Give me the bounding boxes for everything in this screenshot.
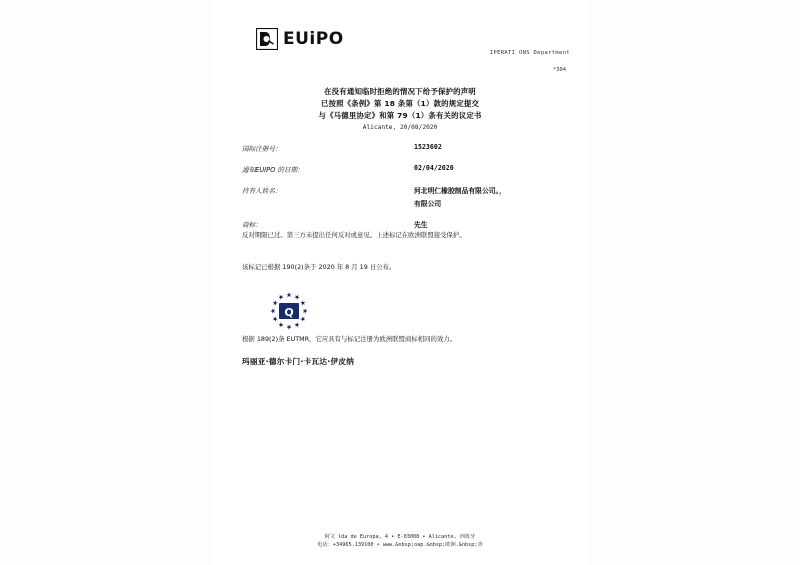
paragraph-publication: 该标记已根据 190(2)条于 2020 年 8 月 19 日公布。 [242, 263, 396, 271]
field-value-registration-number: 1523602 [414, 143, 442, 151]
title-line-3: 与《马德里协定》和第 79（1）条有关的议定书 [318, 111, 482, 120]
title-line-2: 已按照《条例》第 18 条第（1）款的规定提交 [320, 99, 480, 108]
field-value-holder-name [358, 185, 588, 208]
holder-name-line-2: 有限公司 [414, 200, 442, 208]
field-label-registration-number: 国际注册号： [242, 145, 282, 153]
field-row [212, 219, 588, 229]
euipo-logo-text: EUiPO [283, 29, 344, 49]
footer-address: 阿文 lda de Europa, 4 • E-03008 • Alicante, 西班牙 [324, 534, 476, 540]
field-label-holder-name: 持有人姓名： [242, 187, 282, 195]
field-row [212, 164, 588, 174]
footer-contact: 电话：+34965.139100 • www.&nbsp;oap.&nbsp;欧洲.&nbsp;查 [317, 542, 483, 548]
field-list [212, 143, 588, 240]
place-and-date: Alicante, 20/08/2020 [362, 124, 438, 131]
department-label: IPERATI ONS Department [489, 50, 570, 56]
document-code: *304 [553, 67, 566, 73]
document-title [212, 86, 588, 122]
document-footer [212, 533, 588, 549]
field-row [212, 143, 588, 153]
document-sheet [212, 0, 588, 565]
field-value-trademark: 先生 [414, 221, 428, 229]
euipo-logo [256, 28, 344, 50]
paragraph-opposition: 反对期限已过。第三方未提出任何反对或意见。上述标记在欧洲联盟接受保护。 [242, 231, 466, 239]
field-label-notification-date: 通知EUIPO 的日期： [242, 166, 304, 174]
field-value-notification-date: 02/04/2020 [414, 164, 454, 172]
seal-center-letter: Q [284, 306, 294, 319]
field-label-trademark: 商标： [242, 221, 262, 229]
title-line-1: 在没有通知临时拒绝的情况下给予保护的声明 [324, 87, 476, 96]
eu-stars-seal-icon [264, 290, 314, 332]
field-row [212, 185, 588, 208]
paragraph-effect: 根据 189(2)条 EUTMR，它应具有与标记注册为欧洲联盟商标相同的效力。 [242, 335, 457, 343]
holder-name-line-1: 河北明仁橡胶制品有限公司。， [414, 187, 506, 195]
signature-name: 玛丽亚·德尔卡门·卡瓦达·伊皮纳 [242, 357, 355, 366]
euipo-logo-icon [256, 28, 278, 50]
